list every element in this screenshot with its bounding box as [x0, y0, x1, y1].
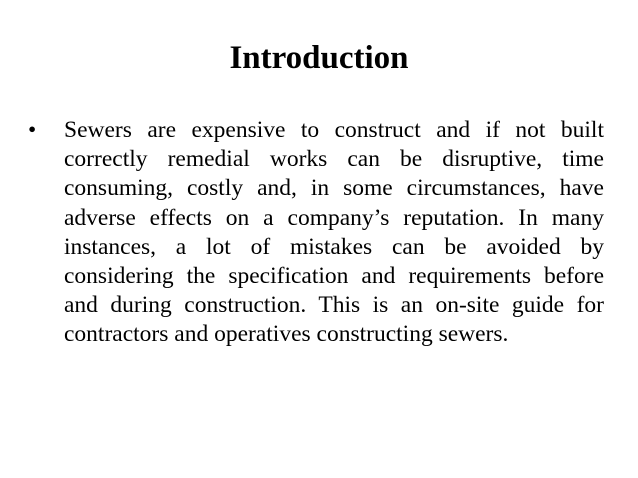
bullet-item: [28, 116, 604, 350]
bullet-list: [28, 116, 604, 350]
slide-title: Introduction: [229, 40, 409, 76]
bullet-text: Sewers are expensive to construct and if not built correctly remedial works can be disruptive, time consuming, costly and, in some circumstances, have adverse effects on a company’s reputation. In many instances, a lot of mistakes can be avoided by considering the specification and requirements before and during construction. This is an on-site guide for contractors and operatives constructing sewers.: [64, 117, 604, 348]
bullet-marker: •: [28, 117, 37, 143]
